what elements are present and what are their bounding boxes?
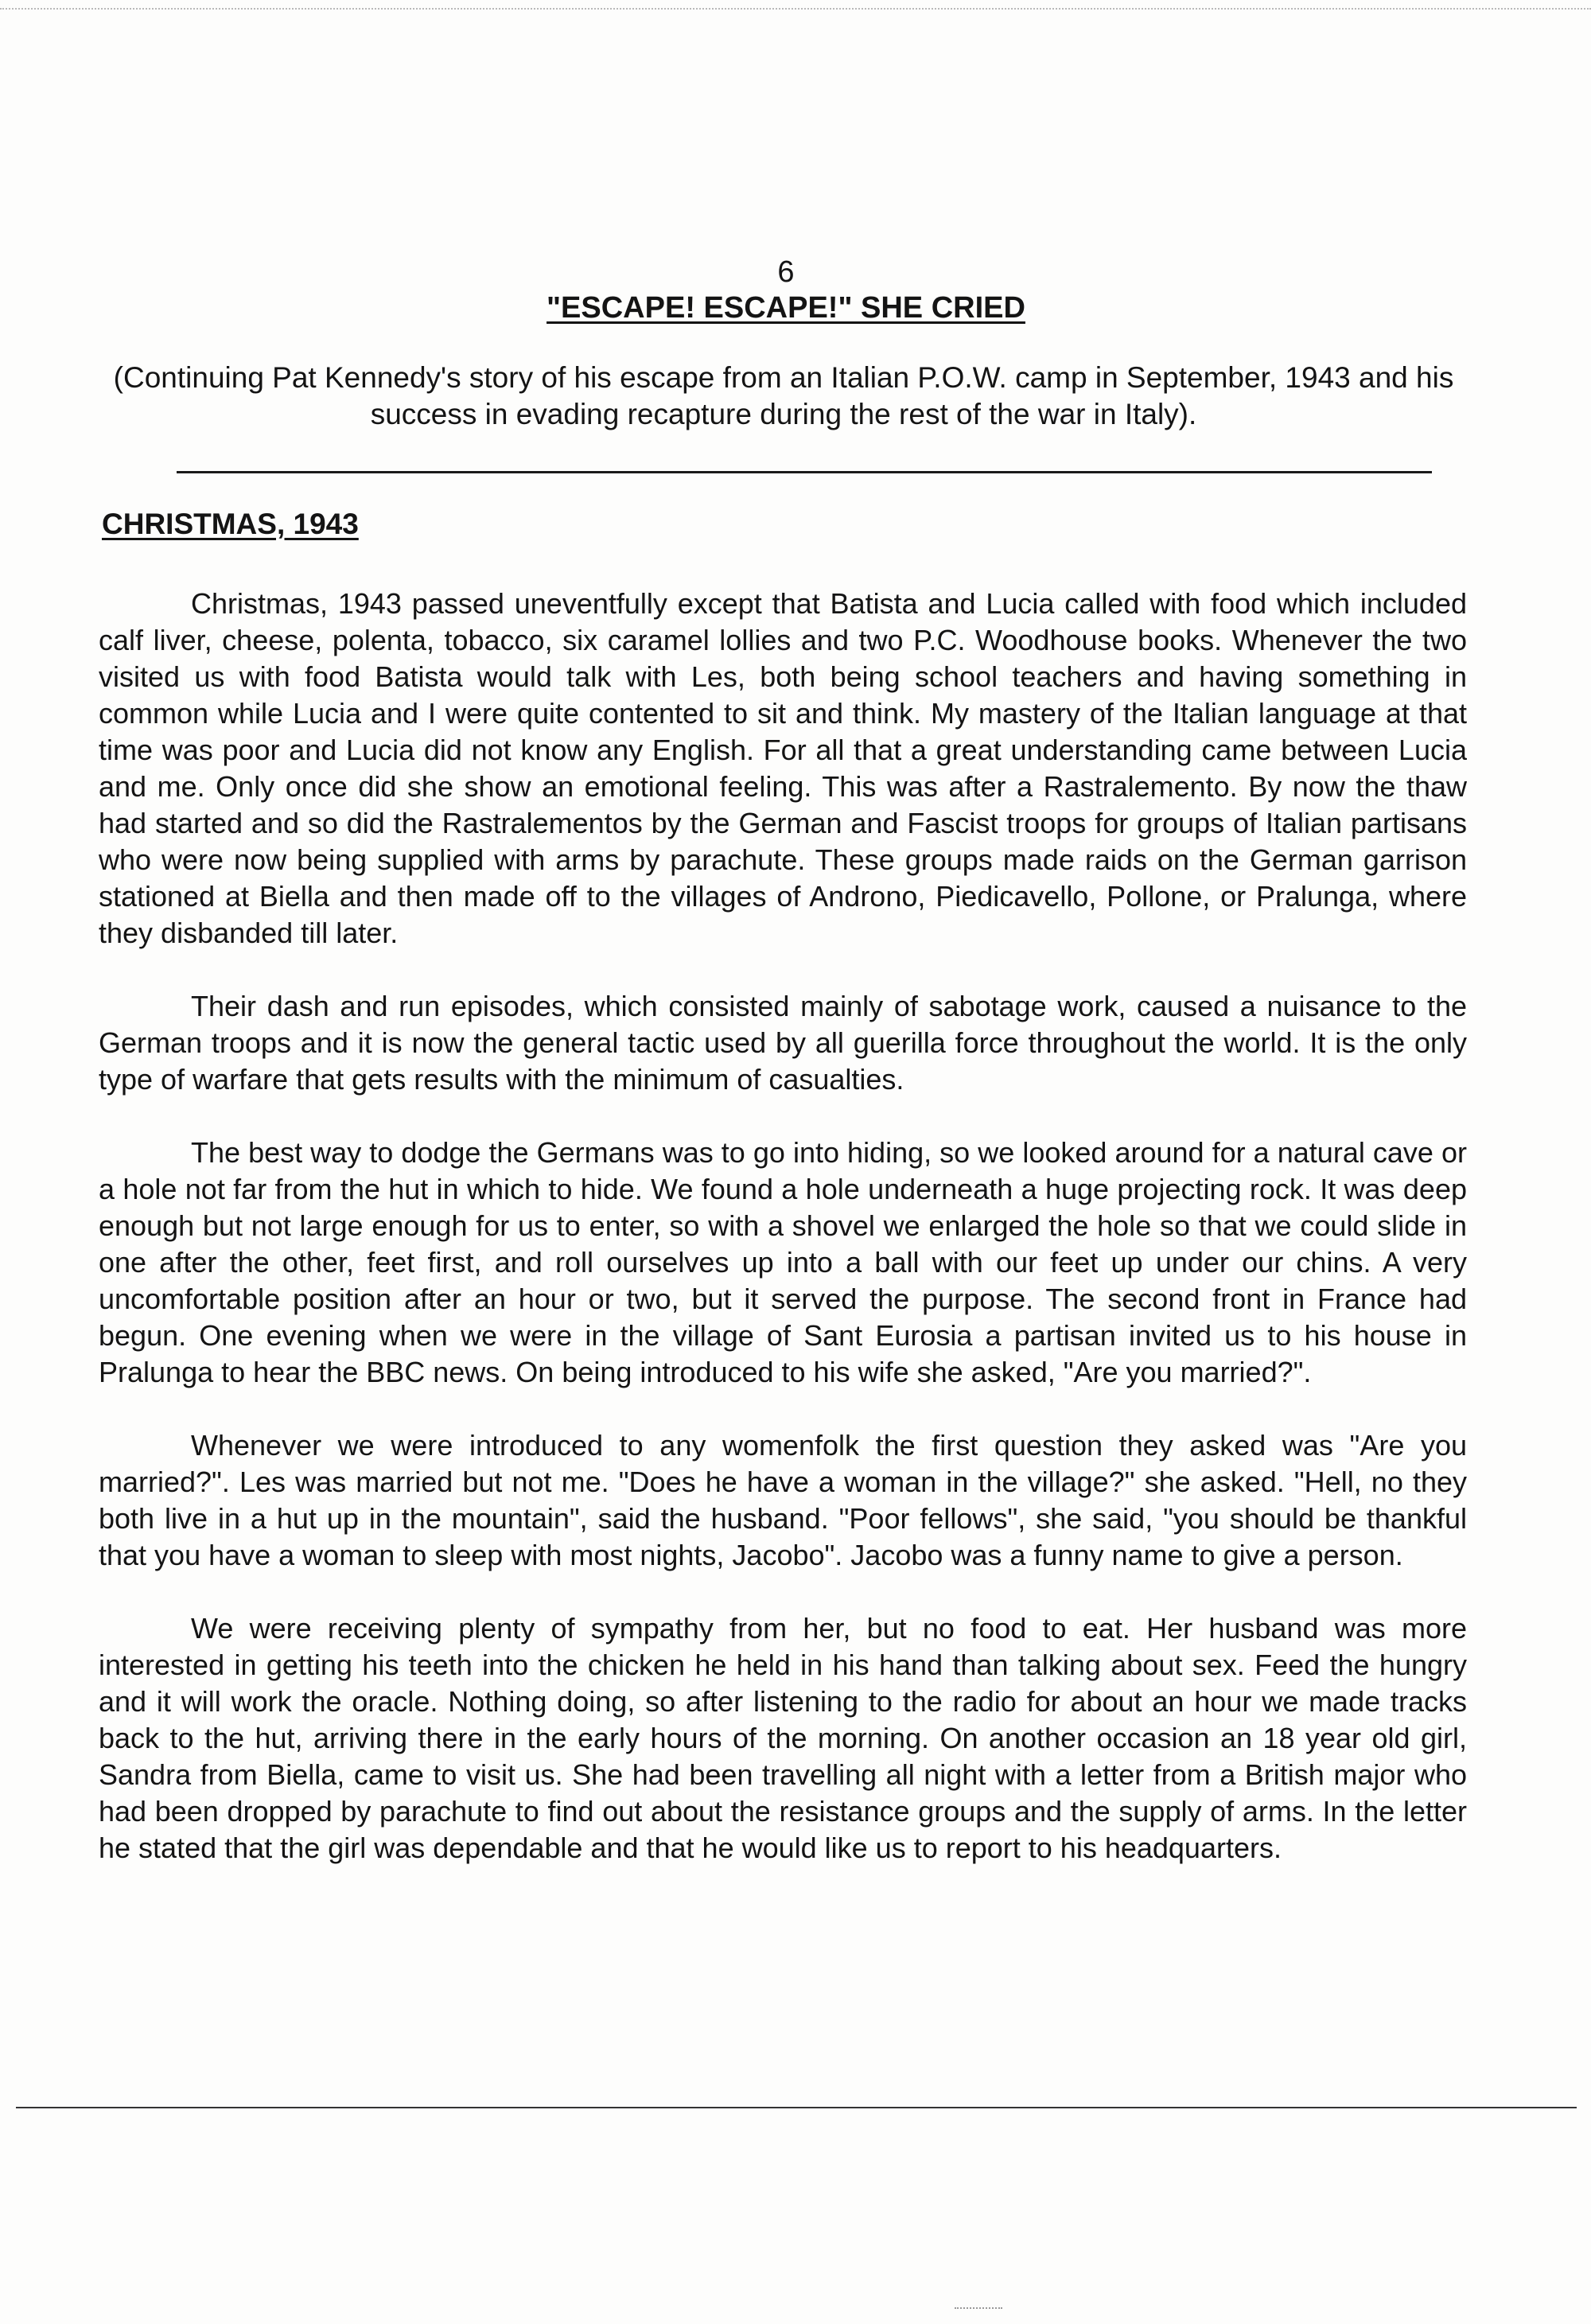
paragraph: Christmas, 1943 passed uneventfully except that Batista and Lucia called with food which included calf liver, cheese, polenta, tobacco, six caramel lollies and two P.C. Woodhouse books. Whenever the two visited us with food Batista would talk with Les, both being school teachers and having something in common while Lucia and I were quite contented to sit and think. My mastery of the Italian language at that time was poor and Lucia did not know any English. For all that a great understanding came between Lucia and me. Only once did she show an emotional feeling. This was after a Rastralemento. By now the thaw had started and so did the Rastralementos by the German and Fascist troops for groups of Italian partisans who were now being supplied with arms by parachute. These groups made raids on the German garrison stationed at Biella and then made off to the villages of Androno, Piedicavello, Pollone, or Pralunga, where they disbanded till later. xyxy=(99,587,1467,949)
chapter-intro: (Continuing Pat Kennedy's story of his escape from an Italian P.O.W. camp in September, 1943 and his success in evading recapture during the rest of the war in Italy). xyxy=(113,361,1454,430)
page-number: 6 xyxy=(777,255,795,289)
paragraph: Their dash and run episodes, which consisted mainly of sabotage work, caused a nuisance to the German troops and it is now the general tactic used by all guerilla force throughout the world. It is the only type of warfare that gets results with the minimum of casualties. xyxy=(99,990,1467,1096)
section-heading: CHRISTMAS, 1943 xyxy=(102,508,359,540)
title-divider xyxy=(177,471,1432,473)
paragraph: We were receiving plenty of sympathy from her, but no food to eat. Her husband was more interested in getting his teeth into the chicken he held in his hand than talking about sex. Feed the hungry and it will work the oracle. Nothing doing, so after listening to the radio for about an hour we made tracks back to the hut, arriving there in the early hours of the morning. On another occasion an 18 year old girl, Sandra from Biella, came to visit us. She had been travelling all night with a letter from a British major who had been dropped by parachute to find out about the resistance groups and the supply of arms. In the letter he stated that the girl was dependable and that he would like us to report to his headquarters. xyxy=(99,1612,1467,1864)
scan-top-edge xyxy=(0,8,1591,10)
paragraph: Whenever we were introduced to any womenfolk the first question they asked was "Are you married?". Les was married but not me. "Does he have a woman in the village?" she asked. "Hell, no they both live in a hut up in the mountain", said the husband. "Poor fellows", she said, "you should be thankful that you have a woman to sleep with most nights, Jacobo". Jacobo was a funny name to give a person. xyxy=(99,1429,1467,1571)
bottom-divider xyxy=(16,2107,1577,2108)
paragraph: The best way to dodge the Germans was to go into hiding, so we looked around for a natural cave or a hole not far from the hut in which to hide. We found a hole underneath a huge projecting rock. It was deep enough but not large enough for us to enter, so with a shovel we enlarged the hole so that we could slide in one after the other, feet first, and roll ourselves up into a ball with our feet up under our chins. A very uncomfortable position after an hour or two, but it served the purpose. The second front in France had begun. One evening when we were in the village of Sant Eurosia a partisan invited us to his house in Pralunga to hear the BBC news. On being introduced to his wife she asked, "Are you married?". xyxy=(99,1136,1467,1388)
body-text xyxy=(99,586,1467,1903)
chapter-title: "ESCAPE! ESCAPE!" SHE CRIED xyxy=(547,291,1025,325)
scan-mark xyxy=(955,2307,1002,2309)
